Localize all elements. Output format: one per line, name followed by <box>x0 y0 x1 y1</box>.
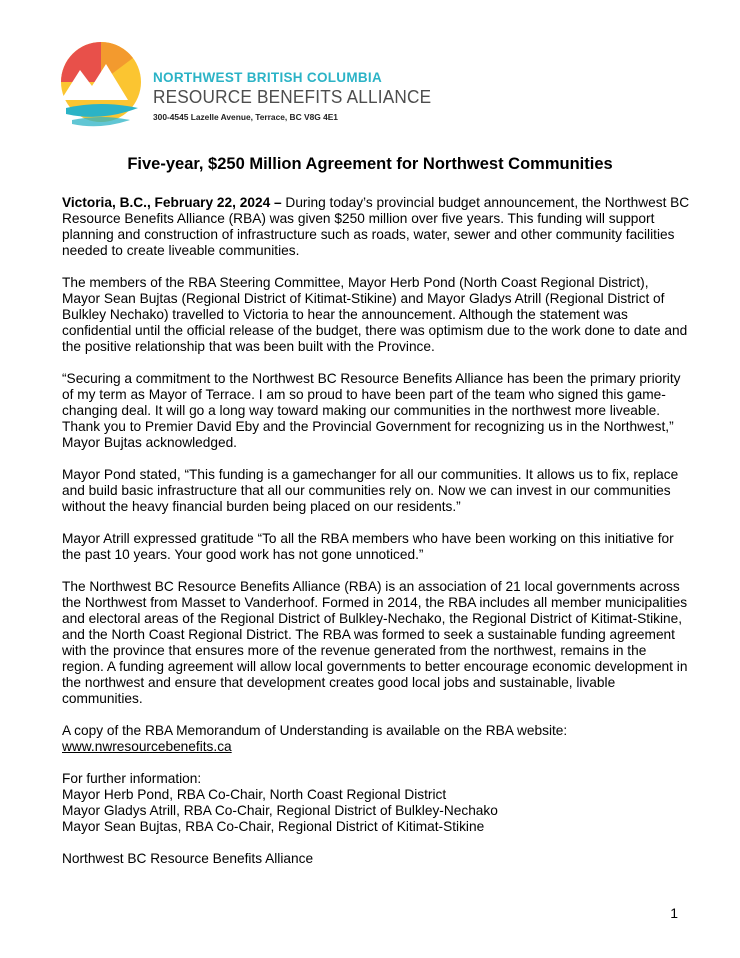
paragraph-intro <box>62 195 690 259</box>
contacts-block <box>62 771 690 835</box>
paragraph-mou <box>62 723 690 755</box>
paragraph-steering-committee: The members of the RBA Steering Committee, Mayor Herb Pond (North Coast Regional District), Mayor Sean Bujtas (Regional District of Kitimat-Stikine) and Mayor Gladys Atrill (Regional District of Bulkley Nechako) travelled to Victoria to hear the announcement. Although the statement was confidential until the official release of the budget, there was optimism due to the work done to date and the positive relationship that was been built with the Province. <box>62 275 688 354</box>
paragraph-bujtas-quote: “Securing a commitment to the Northwest BC Resource Benefits Alliance has been the primary priority of my term as Mayor of Terrace. I am so proud to have been part of the team who signed this game-changing deal. It will go a long way toward making our communities in the northwest more liveable. Thank you to Premier David Eby and the Provincial Government for recognizing us in the Northwest,” Mayor Bujtas acknowledged. <box>62 371 681 450</box>
contact-line: Mayor Sean Bujtas, RBA Co-Chair, Regional District of Kitimat-Stikine <box>62 819 485 834</box>
paragraph-about-rba: The Northwest BC Resource Benefits Alliance (RBA) is an association of 21 local governments across the Northwest from Masset to Vanderhoof. Formed in 2014, the RBA includes all member municipalities and electoral areas of the Regional District of Bulkley-Nechako, the Regional District of Kitimat-Stikine, and the North Coast Regional District. The RBA was formed to seek a sustainable funding agreement with the province that ensures more of the revenue generated from the northwest, remains in the region. A funding agreement will allow local governments to better encourage economic development in the northwest and ensure that development creates good local jobs and sustainable, livable communities. <box>62 579 688 706</box>
contact-line: Mayor Gladys Atrill, RBA Co-Chair, Regional District of Bulkley-Nechako <box>62 803 498 818</box>
dateline: Victoria, B.C., February 22, 2024 – <box>62 195 282 210</box>
org-name-line2: RESOURCE BENEFITS ALLIANCE <box>153 86 432 107</box>
intro-text: During today’s provincial budget announcement, the Northwest BC Resource Benefits Alliance (RBA) was given $250 million over five years. This funding will support planning and construction of infrastructure such as roads, water, sewer and other community facilities needed to create liveable communities. <box>62 195 690 258</box>
document-title: Five-year, $250 Million Agreement for Northwest Communities <box>127 155 613 173</box>
contact-line: Mayor Herb Pond, RBA Co-Chair, North Coast Regional District <box>62 787 447 802</box>
org-address: 300-4545 Lazelle Avenue, Terrace, BC V8G 4E1 <box>153 112 338 122</box>
paragraph-pond-quote: Mayor Pond stated, “This funding is a gamechanger for all our communities. It allows us to fix, replace and build basic infrastructure that all our communities rely on. Now we can invest in our communities without the heavy financial burden being placed on our residents.” <box>62 467 679 514</box>
mou-text: A copy of the RBA Memorandum of Understanding is available on the RBA website: <box>62 723 568 738</box>
signoff: Northwest BC Resource Benefits Alliance <box>62 851 314 866</box>
rba-logo <box>58 42 144 128</box>
page-number: 1 <box>670 905 678 921</box>
org-name-line1: NORTHWEST BRITISH COLUMBIA <box>153 70 383 85</box>
website-link[interactable]: www.nwresourcebenefits.ca <box>62 739 232 754</box>
paragraph-atrill-quote: Mayor Atrill expressed gratitude “To all the RBA members who have been working on this initiative for the past 10 years. Your good work has not gone unnoticed.” <box>62 531 674 562</box>
contacts-heading: For further information: <box>62 771 202 786</box>
org-name-block <box>153 70 452 125</box>
document-body <box>62 195 690 883</box>
